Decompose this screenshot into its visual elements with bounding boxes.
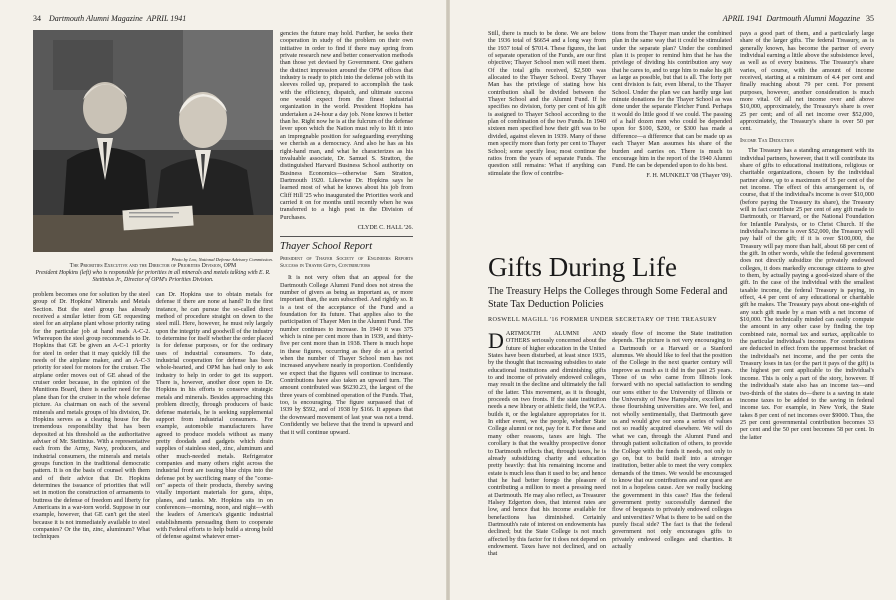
munkelt-signature: F. H. MUNKELT '08 (Thayer '09). [646, 171, 732, 179]
right-column-2 [612, 30, 732, 246]
article-column-2 [612, 330, 732, 594]
article-byline: ROSWELL MAGILL '16 FORMER UNDER SECRETARY OF THE TREASURY [488, 316, 718, 323]
caption-body: President Hopkins (left) who is responsible for priorities in all minerals and metals talking with E. R. Stettinius Jr., Director of OPM's Priorities Division. [35, 270, 271, 283]
caption-heading: The Priorities Executive and the Director of Priorities Division, OPM [69, 263, 237, 269]
right-page-number: 35 [866, 14, 874, 23]
article-col3-text: pays a good part of them, and a particularly large share of the larger gifts. The federal Treasury, as is generally known, has become the partner of every individual earning a little above the subsistence level, as well as of every business. The Treasury's share varies, of course, with the amount of income received, starting at a minimum of 4.4 per cent and finally reaching about 79 per cent. For present purposes, however, another consideration is much more vital. Of all net income over and above $10,000, approximately, the Treasury's share is over 25 per cent; and of all net income over $52,000, approximately, the Treasury's share is over 50 per cent. [740, 30, 874, 133]
left-column-2 [156, 291, 273, 593]
left-column-1 [33, 291, 150, 593]
right-magazine-title: Dartmouth Alumni Magazine [766, 14, 860, 23]
left-col2-text: can Dr. Hopkins use to obtain metals for defense if there are none at hand? In the first instance, he can pursue the so-called direct method of procedure straight on down to the steel mill. Here, however, he must rely largely upon the integrity and goodwill of the industry to determine for itself whether the order placed is for defense purposes, or for the ordinary uses of industrial consumers. To date, industrial cooperation for defense has been whole-hearted, and OPM has had only to ask industry to help in order to get its support. There is, however, another door open to Dr. Hopkins in his efforts to conserve strategic metals and minerals. Besides approaching this problem directly, through producers of basic defense materials, he is seeking supplemental support from industrial consumers. For example, automobile manufacturers have agreed to produce models without as many pretty doodads and gadgets which drain supplies of stainless steel, zinc, aluminum and other much-needed metals. Refrigerator companies and many others right across the industrial front are issuing blue chips into the defense pot by sacrificing many of the "come-on" aspects of their products, thereby saving vitally important materials for guns, ships, planes, and tanks. Mr. Hopkins sits in on conferences—morning, noon, and night—with the leaders of America's gigantic industrial establishments persuading them to cooperate with Federal efforts to help build a strong hold of defense against whatever emer- [156, 291, 273, 541]
right-col1-text: Still, there is much to be done. We are below the 1936 total of $6654 and a long way from the 1937 total of $7014. These figures, the last of separate operation of the Funds, are our first objective; Thayer School men will meet them. Of the total gifts received, $2,500 was allocated to the Thayer School. Every Thayer Man has the privilege of stating how his contribution shall be divided between the Thayer School and the Alumni Fund. If he specifies no division, forty per cent of his gift is assigned to Thayer School according to the plan of combination of the two Funds. In 1940 sixteen men specified how their gift was to be divided, against eleven in 1939. Many of these men specify more than forty per cent to Thayer School; some specify less; most continue the ratios from the years of separate Funds. The question still remains: What if anything can stimulate the flow of contribu- [488, 30, 606, 177]
article-col1-text: ARTMOUTH ALUMNI AND OTHERS seriously concerned about the future of higher education in the United States have been disturbed, at least since 1935, by the thought that increasing subsidies to state educational institutions and diminishing gifts to and income of privately endowed colleges, may result in the decline and ultimately the fall of the latter. This movement, as it is thought, proceeds on two fronts. If the state institution needs a new library or athletic field, the W.P.A. builds it, or the legislature appropriates for it. In either event, we the people, whether State College alumni or not, pay for it. For these and many other reasons, taxes are high. The corollary is that the wealthy prospective donor to Dartmouth reflects that, through taxes, he is already subsidizing charity and education pretty heavily: that his remaining income and estate is much less than it used to be; and hence that he had better forego the pleasure of contributing a million to meet a pressing need at Dartmouth. He may also reflect, as Treasurer Halsey Edgerton does, that interest rates are low, and hence that his income available for benefactions has diminished. Certainly Dartmouth's rate of interest on endowments has declined; but the State College is not much affected by this factor for it does not depend on endowment. Taxes have not declined, and on that [488, 330, 606, 558]
photo-caption [33, 257, 273, 284]
photo-hopkins-stettinius [33, 30, 273, 252]
thayer-report-title: Thayer School Report [280, 241, 373, 253]
left-page [0, 0, 446, 600]
article-column-3 [740, 30, 874, 594]
thayer-report-text: It is not very often that an appeal for the Dartmouth College Alumni Fund does not stress the number of givers as being as important as, or more important than, the sum subscribed. And rightly so. It is a test of the acceptance of the Fund and a foundation for its future. That applies also to the participation of Thayer Men in the Alumni Fund. The number continues to increase. In 1940 it was 375 which is nine per cent more than in 1939, and thirty-five per cent more than in 1938. There is much hope in these figures, occurring as they do at a period when the number of Thayer School men has not increased anywhere nearly in proportion. Confidently we expect that the figures will continue to increase. Contributions have also taken an upward turn. The amount contributed was $6230.23, the largest of the three years of combined operation of the Funds. That, too, is encouraging. The figure surpassed that of 1939 by $592, and of 1938 by $166. It appears that the downward movement of last year was not a trend. Confidently we believe that the trend is upward and that it will continue upward. [280, 274, 413, 436]
article-col1-para [488, 330, 606, 558]
thayer-report-subtitle: President of Thayer Society of Engineers Reports Success in Thayer Gifts, Contributors [280, 256, 413, 270]
right-column-1 [488, 30, 606, 246]
article-col3-rest: The Treasury has a standing arrangement with its individual partners, however, that it will contribute its share of gifts to educational institutions, religious or charitable organizations, chosen by the individual partner alone, up to a maximum of 15 per cent of the net income. The effect of this arrangement is, of course, that if the individual's income is over $10,000 (before paying the Treasury its share), the Treasury will in fact contribute 25 per cent of any gift made to Dartmouth, or Harvard, or the National Foundation for Infantile Paralysis, or to Christ Church. If the individual's income is over $52,000, the Treasury will pay half of the gift; if it is over $100,000, the Treasury will pay more than half, about 68 per cent of the gift. In other words, while the federal government does not directly subsidize the privately endowed colleges, it does markedly encourage citizens to give to them, by actually paying a good-sized share of the gift. In the case of the individual with the smallest taxable income, the federal Treasury is paying, in effect, 4.4 per cent of any educational or charitable gift he makes. The Treasury pays about one-eighth of any such gift made by a man with a net income of $10,000. The technically minded can easily compute the amount in any other case by finding the top combined rate, normal tax and surtax, applicable to the particular individual's income. For contributions are deducted in effect from the uppermost bracket of the individual's net income, and the per cents the Treasury loses in tax (or the part it pays of the gift) is the highest per cent applicable to the individual's income. This is only a part of the story, however. If the individual's state also has an income tax—and two-thirds of the states do—there is a saving in state income taxes to be added to the saving in federal income tax. For example, in New York, the State takes 8 per cent of net incomes over $9000. Thus, the 25 per cent governmental contribution becomes 33 per cent and the 50 per cent becomes 58 per cent. In the latter [740, 147, 874, 441]
left-column-3 [280, 30, 413, 594]
drop-cap: D [488, 330, 504, 353]
left-col3-text: gencies the future may hold. Further, he seeks their cooperation in study of the problem on their own initiative in order to find if there may spring from private research new and better conservation methods than those yet devised by Government. One gathers the distinct impression around the OPM offices that industry is ready to pitch into the defense job with its sleeves rolled up, prepared to accomplish the task with the efficiency, dispatch, and ultimate success one would expect from the finest industrial organization in the world. President Hopkins has undertaken a 24-hour a day job. None knows it better than he. Right now he is at the fulcrum of the defense lever upon which the Nation must rely to lift it into an impregnable position for safeguarding everything we cherish as a democracy. And also he has as his right-hand man, and what he characterizes as his invaluable associate, Dr. Samuel S. Stratton, the distinguished Harvard Business School authority on Business Economics—otherwise Sam Stratton, Dartmouth 1920. Likewise Dr. Hopkins says he learned most of what he knows about his job from Cliff Hill '25 who inaugurated the Priorities work and carried it on for months until recently when he was transferred to a high post in the Division of Purchases. [280, 30, 413, 221]
article-col2-text: steady flow of income the State institution depends. The picture is not very encouraging to a Dartmouth or a Harvard or a Stanford alumnus. We should like to feel that the position of the College in the next quarter century will improve as much as it did in the past 25 years. Those of us who came from Illinois look forward with no special satisfaction to sending our sons either to the University of Illinois or the University of New Hampshire, excellent as those flourishing universities are. We feel, and not wholly sentimentally, that Dartmouth gave us and would give our sons a series of values not so readily acquired elsewhere. We will do what we can, through the Alumni Fund and through patient solicitation of others, to provide the College with the funds it needs, not only to go on, but to build itself into a stronger institution, better able to meet the very complex demands of the times. We would be encouraged to know that our contributions and our quest are not in a hopeless cause. Are we really bucking the government in this case? Has the federal government pretty successfully damned the flow of bequests to privately endowed colleges and universities? What is there to be said on the purely fiscal side? The fact is that the federal government not only encourages gifts to privately endowed colleges and charities. It actually [612, 330, 732, 550]
photo-credit: Photo by Loo, National Defense Advisory Commission. [171, 257, 273, 262]
left-issue-date: APRIL 1941 [146, 14, 187, 23]
left-magazine-title: Dartmouth Alumni Magazine [49, 14, 143, 23]
section-rule [280, 236, 413, 237]
right-page-header [723, 14, 874, 23]
photo-illustration [33, 30, 273, 252]
right-page [450, 0, 896, 600]
left-page-number: 34 [33, 14, 41, 23]
hall-signature: CLYDE C. HALL '26. [357, 223, 413, 231]
article-subtitle: The Treasury Helps the Colleges through Some Federal and State Tax Deduction Policies [488, 286, 728, 310]
left-page-header [33, 14, 186, 23]
left-col1-text: problem becomes one for solution by the steel group of Dr. Hopkins' Minerals and Metals Section. But the steel group has already received a similar letter from GE requesting steel for an airplane plant whose priority rating for the particular job at hand reads A-C-2. Whereupon the steel group recommends to Dr. Hopkins that GE be given an A-C-1 priority for steel in order that it may quickly fill the needs of the airplane maker, and an A-C-3 priority for steel for motors for the cruiser. The airplane order moves out of GE ahead of the cruiser order because, in the opinion of the Munitions Board, there is earlier need for the plane than for the cruiser in the whole defense picture. As chairman on each of the several minerals and metals groups of his division, Dr. Hopkins serves as a clearing house for the tremendous responsibility that has been deposited at his threshold as the authoritative adviser of Mr. Stettinius. With a representative each from the Army, Navy, producers, and industrial consumers, the minerals and metals groups function in the traditional democratic pattern. It is on the basis of counsel with them and of their advice that Dr. Hopkins determines the issuance of priorities that will set in motion the construction of armaments to buttress the defense of freedom and liberty for Americans in a war-torn world. Suppose in our example, however, that GE can't get the steel because it is not immediately available to steel companies? Or the tin, zinc, aluminum? What techniques [33, 291, 150, 541]
right-col2-text: tions from the Thayer man under the combined plan in the same way that it could be stimulated under the separate plan? Under the combined plan it is proper to remind him that he has the privilege of dividing his contribution any way that he cares to, and to urge him to make his gift as large as possible, but that is all. The forty per cent division is fair, even liberal, to the Thayer School. Under the plan we can hardly urge last minute donations for the Thayer School as was done under the separate Fletcher Fund. Perhaps it would do little good if we could. The passing of a half dozen men who could be depended upon for $100, $200, or $300 has made a difference—a difference that can be made up as each Thayer Man assumes his share of the burden and carries on. There is much to encourage him in the report of the 1940 Alumni Fund. He can be depended upon to do his best. [612, 30, 732, 170]
right-issue-date: APRIL 1941 [722, 14, 763, 23]
income-tax-subhead: Income Tax Deduction [740, 136, 794, 144]
article-column-1 [488, 330, 606, 594]
article-title: Gifts During Life [488, 252, 677, 282]
